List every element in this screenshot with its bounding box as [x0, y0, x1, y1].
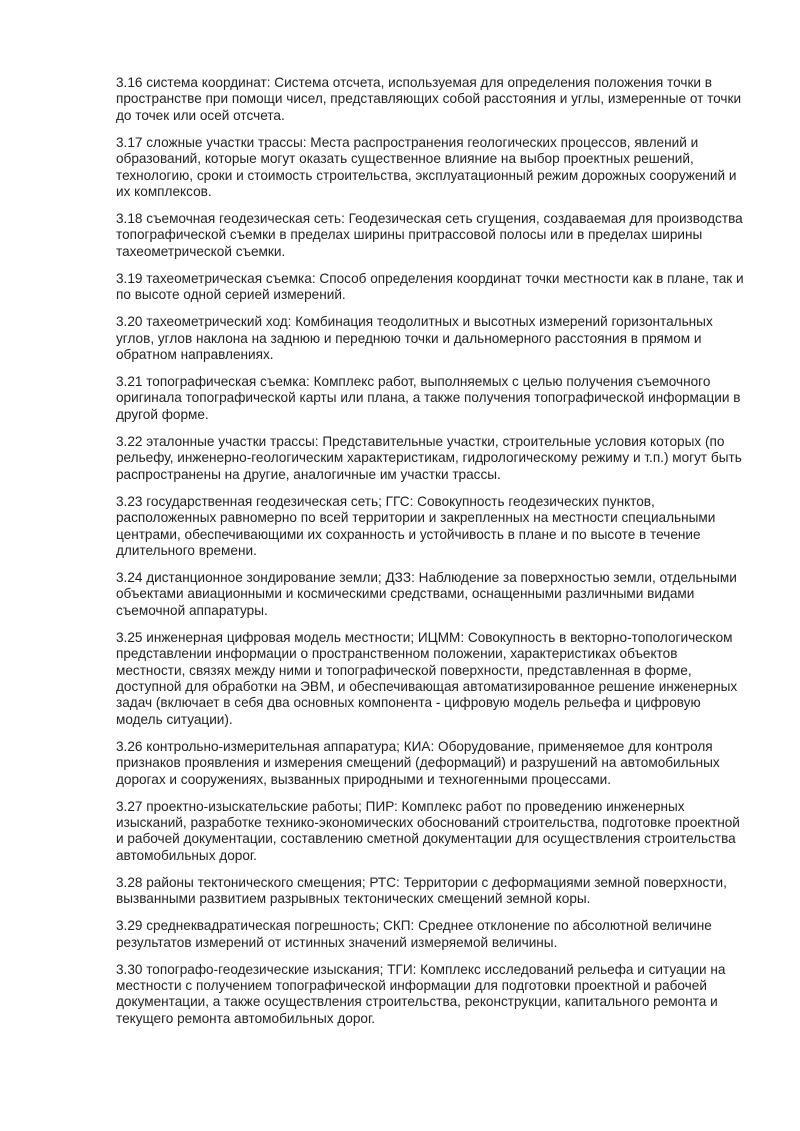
term-3-27: 3.27 проектно-изыскательские работы; ПИР: Комплекс работ по проведению инженерных изысканий, разработке технико-экономических обоснований строительства, подготовке проектной и рабочей документации, составлению сметной документации для осуществления строительства автомобильных дорог. [116, 798, 740, 863]
term-3-16: 3.16 система координат: Система отсчета, используемая для определения положения точки в пространстве при помощи чисел, представляющих собой расстояния и углы, измеренные от точки до точек или осей отсчета. [116, 75, 742, 123]
term-3-21: 3.21 топографическая съемка: Комплекс работ, выполняемых с целью получения съемочного оригинала топографической карты или плана, а также получения топографической информации в другой форме. [116, 374, 741, 422]
term-3-22: 3.22 эталонные участки трассы: Представительные участки, строительные условия которых (по рельефу, инженерно-геологическим характеристикам, гидрологическому режиму и т.п.) могут быть распространены на другие, аналогичные им участки трассы. [116, 433, 742, 482]
term-3-26: 3.26 контрольно-измерительная аппаратура; КИА: Оборудование, применяемое для контроля признаков проявления и измерения смещений (деформаций) и разрушений на автомобильных дорогах и сооружениях, вызванных природными и техногенными процессами. [116, 738, 720, 787]
document-page [116, 75, 746, 1038]
term-3-17: 3.17 сложные участки трассы: Места распространения геологических процессов, явлений и образований, которые могут оказать существенное влияние на выбор проектных решений, технологию, сроки и стоимость строительства, эксплуатационный режим дорожных сооружений и их комплексов. [116, 134, 737, 200]
term-3-18: 3.18 съемочная геодезическая сеть: Геодезическая сеть сгущения, создаваемая для производства топографической съемки в пределах ширины притрассовой полосы или в пределах ширины тахеометрической съемки. [116, 211, 743, 259]
term-3-19: 3.19 тахеометрическая съемка: Способ определения координат точки местности как в плане, так и по высоте одной серией измерений. [116, 270, 744, 303]
term-3-28: 3.28 районы тектонического смещения; РТС: Территории с деформациями земной поверхности, вызванными развитием разрывных тектонических смещений земной коры. [116, 874, 727, 907]
term-3-23: 3.23 государственная геодезическая сеть; ГГС: Совокупность геодезических пунктов, расположенных равномерно по всей территории и закрепленных на местности специальными центрами, обеспечивающими их сохранность и устойчивость в плане и по высоте в течение длительного времени. [116, 493, 716, 558]
term-3-20: 3.20 тахеометрический ход: Комбинация теодолитных и высотных измерений горизонтальных углов, углов наклона на заднюю и переднюю точки и дальномерного расстояния в прямом и обратном направлениях. [116, 314, 713, 363]
term-3-30: 3.30 топографо-геодезические изыскания; ТГИ: Комплекс исследований рельефа и ситуации на местности с получением топографической информации для подготовки проектной и рабочей документации, а также осуществления строительства, реконструкции, капитального ремонта и текущего ремонта автомобильных дорог. [116, 961, 726, 1026]
term-3-29: 3.29 среднеквадратическая погрешность; СКП: Среднее отклонение по абсолютной величине результатов измерений от истинных значений измеряемой величины. [116, 918, 712, 950]
term-3-24: 3.24 дистанционное зондирование земли; ДЗЗ: Наблюдение за поверхностью земли, отдельными объектами авиационными и космическими средствами, оснащенными различными видами съемочной аппаратуры. [116, 569, 737, 618]
term-3-25: 3.25 инженерная цифровая модель местности; ИЦММ: Совокупность в векторно-топологическом представлении информации о пространственном положении, характеристиках объектов местности, связях между ними и топографической поверхности, представленная в форме, доступной для обработки на ЭВМ, и обеспечивающая автоматизированное решение инженерных задач (включает в себя два основных компонента - цифровую модель рельефа и цифровую модель ситуации). [116, 629, 738, 727]
